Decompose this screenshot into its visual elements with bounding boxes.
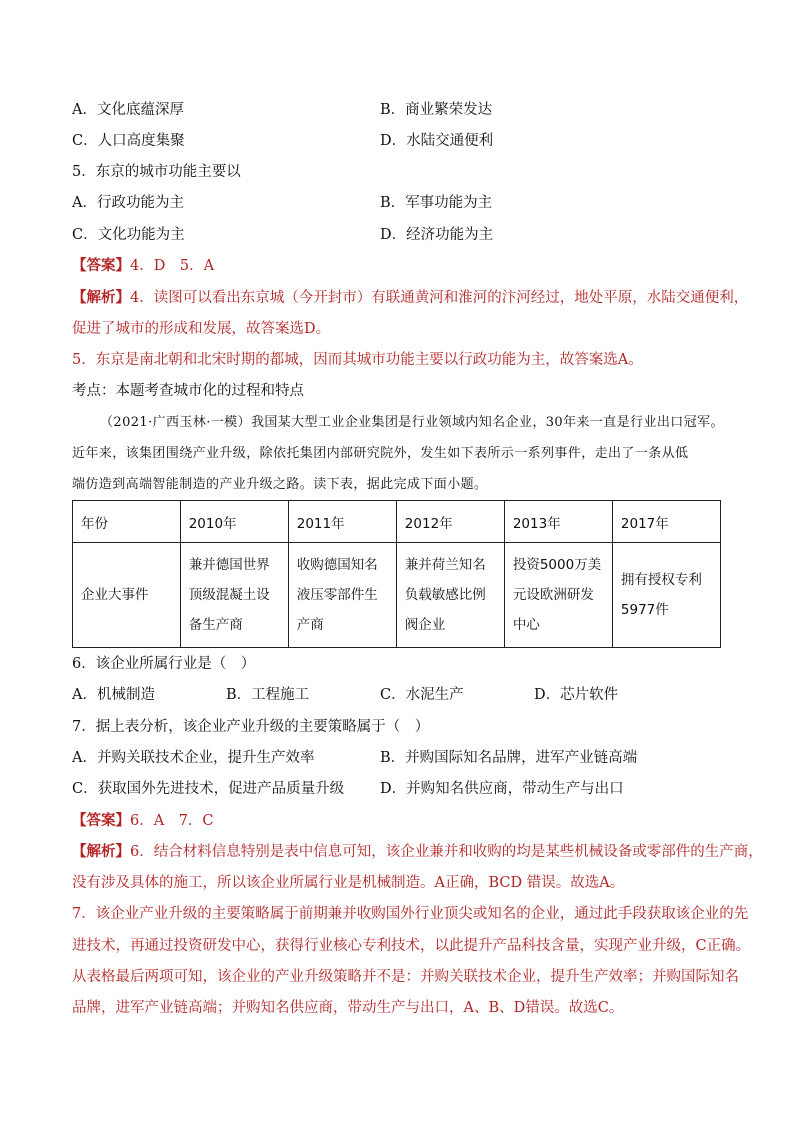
cell-line: 元设欧洲研发 [512, 587, 594, 603]
cell-line: 中心 [512, 617, 540, 633]
material-line3: 端仿造到高端智能制造的产业升级之路。读下表，据此完成下面小题。 [72, 477, 488, 492]
table-header-cell: 2010年 [180, 501, 288, 543]
table-header-cell: 2017年 [612, 501, 720, 543]
q4-option-b: B．商业繁荣发达 [380, 102, 493, 118]
analysis-block-2-line3: 7．该企业产业升级的主要策略属于前期兼并收购国外行业顶尖或知名的企业，通过此手段获取该企业的先 [72, 906, 749, 922]
q7-option-a: A．并购关联技术企业，提升生产效率 [72, 750, 315, 766]
table-cell-2017 [612, 543, 720, 648]
q7-stem: 7．据上表分析，该企业产业升级的主要策略属于（ ） [72, 719, 430, 735]
q6-option-a: A．机械制造 [72, 687, 155, 703]
table-row-label: 企业大事件 [73, 543, 181, 648]
q5-option-d: D．经济功能为主 [380, 227, 494, 243]
q5-option-c: C．文化功能为主 [72, 227, 185, 243]
answer-block-1 [72, 256, 214, 276]
cell-line: 备生产商 [188, 617, 243, 633]
cell-line: 5977件 [620, 602, 669, 618]
analysis-block-2-line1 [72, 842, 763, 862]
cell-line: 兼并德国世界 [188, 557, 270, 573]
q7-option-b: B．并购国际知名品牌，进军产业链高端 [380, 750, 638, 766]
answer-tag: 【答案】 [72, 257, 130, 274]
cell-line: 兼并荷兰知名 [404, 557, 486, 573]
table-header-cell: 2013年 [504, 501, 612, 543]
q7-option-d: D．并购知名供应商，带动生产与出口 [380, 781, 624, 797]
table-row [73, 543, 721, 648]
analysis-block-2-line4: 进技术，再通过投资研发中心，获得行业核心专利技术，以此提升产品科技含量，实现产业升级，C正确。 [72, 938, 751, 954]
analysis-block-2-line5: 从表格最后两项可知，该企业的产业升级策略并不是：并购关联技术企业，提升生产效率；并购国际知名 [72, 969, 739, 985]
table-header-row [73, 501, 721, 543]
table-cell-2011 [288, 543, 396, 648]
analysis-block-2-line6: 品牌，进军产业链高端；并购知名供应商，带动生产与出口，A、B、D错误。故选C。 [72, 1000, 624, 1016]
q5-option-a: A．行政功能为主 [72, 195, 184, 211]
table-header-cell: 年份 [73, 501, 181, 543]
q6-option-c: C．水泥生产 [380, 687, 464, 703]
cell-line: 阀企业 [404, 617, 446, 633]
q5-stem: 5．东京的城市功能主要以 [72, 164, 241, 180]
answer-text: 6．A 7．C [130, 813, 214, 829]
analysis-block-1-line2: 促进了城市的形成和发展，故答案选D。 [72, 321, 331, 337]
material-line1: （2021·广西玉林·一模）我国某大型工业企业集团是行业领域内知名企业，30年来一直是行业出口冠军。 [100, 415, 724, 430]
table-cell-2012 [396, 543, 504, 648]
q4-option-d: D．水陆交通便利 [380, 133, 494, 149]
analysis-block-1-line3: 5．东京是南北朝和北宋时期的都城，因而其城市功能主要以行政功能为主，故答案选A。 [72, 352, 643, 368]
cell-line: 液压零部件生 [296, 587, 378, 603]
q6-stem: 6．该企业所属行业是（ ） [72, 656, 256, 672]
analysis-text: 6．结合材料信息特别是表中信息可知，该企业兼并和收购的均是某些机械设备或零部件的生产商， [130, 844, 763, 860]
kaodian-line: 考点：本题考查城市化的过程和特点 [72, 383, 304, 399]
analysis-tag: 【解析】 [72, 843, 130, 860]
table-header-cell: 2011年 [288, 501, 396, 543]
cell-line: 顶级混凝土设 [188, 587, 270, 603]
q6-option-b: B．工程施工 [226, 687, 310, 703]
cell-line: 收购德国知名 [296, 557, 378, 573]
q4-option-a: A．文化底蕴深厚 [72, 102, 184, 118]
answer-text: 4．D 5．A [130, 258, 215, 274]
q6-option-d: D．芯片软件 [534, 687, 619, 703]
q4-option-c: C．人口高度集聚 [72, 133, 185, 149]
analysis-tag: 【解析】 [72, 289, 130, 306]
answer-block-2 [72, 811, 214, 831]
table-cell-2010 [180, 543, 288, 648]
analysis-block-1-line1 [72, 288, 748, 308]
q5-option-b: B．军事功能为主 [380, 195, 493, 211]
cell-line: 拥有授权专利 [620, 572, 702, 588]
material-line2: 近年来，该集团围绕产业升级，除依托集团内部研究院外，发生如下表所示一系列事件，走出了一条从低 [72, 446, 689, 461]
analysis-text: 4．读图可以看出东京城（今开封市）有联通黄河和淮河的汴河经过，地处平原，水陆交通便利， [130, 290, 749, 306]
cell-line: 负载敏感比例 [404, 587, 486, 603]
enterprise-events-table [72, 500, 721, 648]
cell-line: 产商 [296, 617, 324, 633]
table-header-cell: 2012年 [396, 501, 504, 543]
analysis-block-2-line2: 没有涉及具体的施工，所以该企业所属行业是机械制造。A正确，BCD 错误。故选A。 [72, 875, 625, 891]
answer-tag: 【答案】 [72, 812, 130, 829]
cell-line: 投资5000万美 [512, 557, 602, 573]
table-cell-2013 [504, 543, 612, 648]
q7-option-c: C．获取国外先进技术，促进产品质量升级 [72, 781, 345, 797]
